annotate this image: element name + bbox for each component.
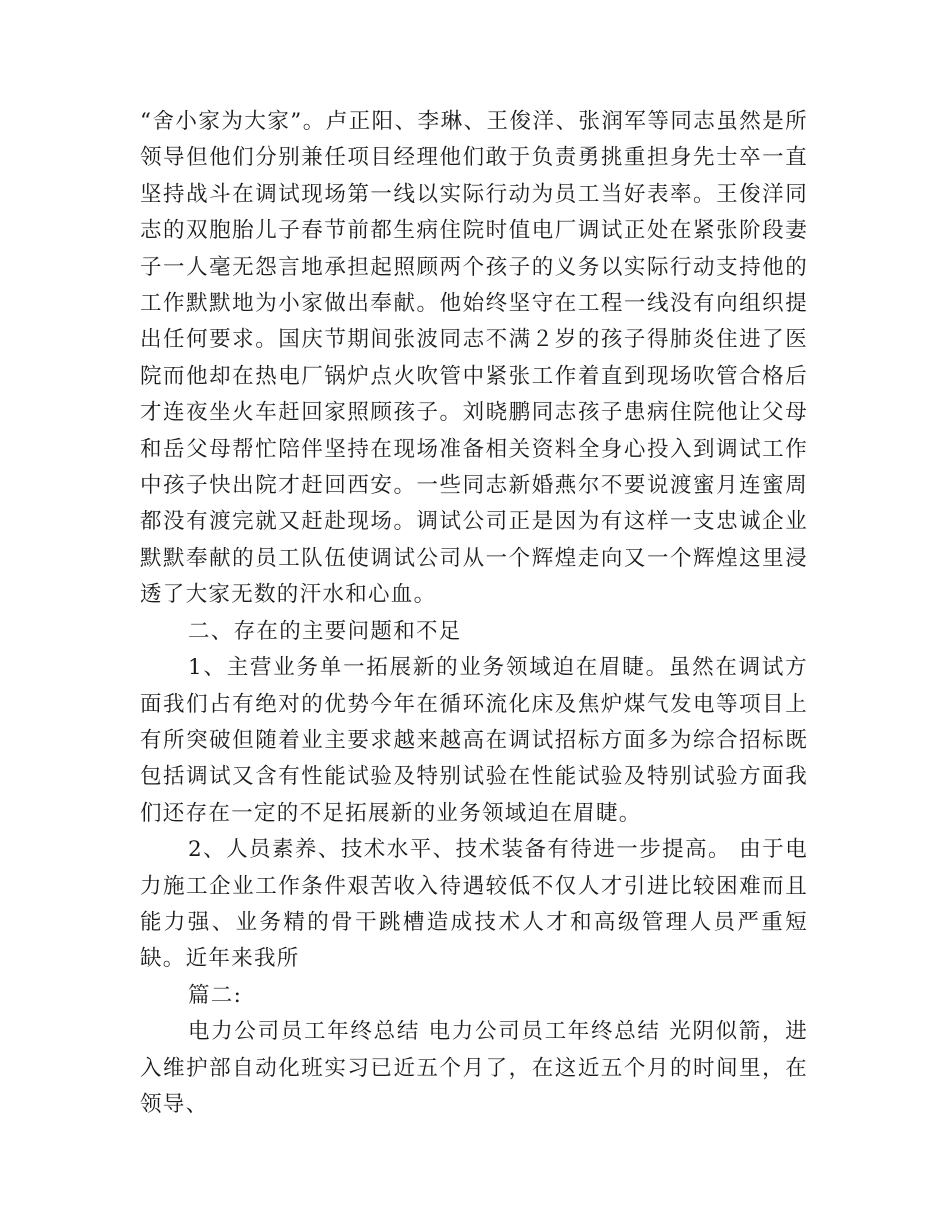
paragraph-problem-1: 1、主营业务单一拓展新的业务领域迫在眉睫。虽然在调试方面我们占有绝对的优势今年在循环流化床及焦炉煤气发电等项目上有所突破但随着业主要求越来越高在调试招标方面多为综合招标既包括调试又含有性能试验及特别试验在性能试验及特别试验方面我们还存在一定的不足拓展新的业务领域迫在眉睫。 (140, 655, 808, 826)
paragraph-team-dedication: “舍小家为大家”。卢正阳、李琳、王俊洋、张润军等同志虽然是所领导但他们分别兼任项目经理他们敢于负责勇挑重担身先士卒一直坚持战斗在调试现场第一线以实际行动为员工当好表率。王俊洋同志的双胞胎儿子春节前都生病住院时值电厂调试正处在紧张阶段妻子一人毫无怨言地承担起照顾两个孩子的义务以实际行动支持他的工作默默地为小家做出奉献。他始终坚守在工程一线没有向组织提出任何要求。国庆节期间张波同志不满２岁的孩子得肺炎住进了医院而他却在热电厂锅炉点火吹管中紧张工作着直到现场吹管合格后才连夜坐火车赶回家照顾孩子。刘晓鹏同志孩子患病住院他让父母和岳父母帮忙陪伴坚持在现场准备相关资料全身心投入到调试工作中孩子快出院才赶回西安。一些同志新婚燕尔不要说渡蜜月连蜜周都没有渡完就又赶赴现场。调试公司正是因为有这样一支忠诚企业默默奉献的员工队伍使调试公司从一个辉煌走向又一个辉煌这里浸透了大家无数的汗水和心血。 (140, 109, 808, 608)
paragraph-problem-2: 2、人员素养、技术水平、技术装备有待进一步提高。 由于电力施工企业工作条件艰苦收入待遇较低不仅人才引进比较困难而且能力强、业务精的骨干跳槽造成技术人才和高级管理人员严重短缺。近年来我所 (140, 837, 808, 972)
paragraph-part-2-intro: 电力公司员工年终总结 电力公司员工年终总结 光阴似箭，进入维护部自动化班实习已近五个月了，在这近五个月的时间里，在领导、 (140, 1019, 808, 1117)
document-body (140, 104, 808, 1123)
part-heading-2: 篇二: (188, 982, 243, 1008)
section-heading-problems: 二、存在的主要问题和不足 (188, 618, 462, 644)
